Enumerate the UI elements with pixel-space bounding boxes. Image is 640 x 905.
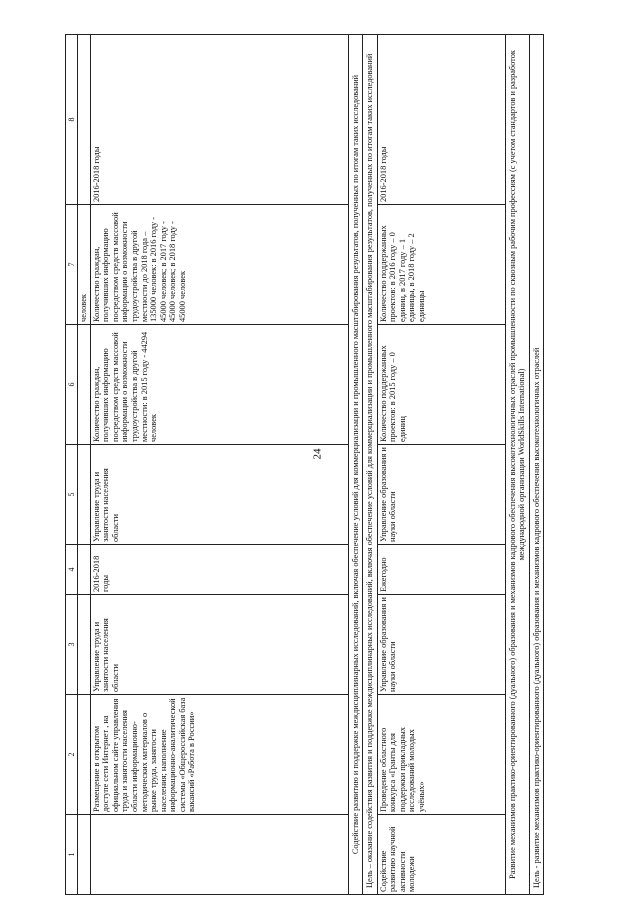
table-row: [377, 35, 505, 895]
row-b-col-1: Содействие развитию научной активности молодежи: [377, 815, 505, 895]
header-col-2: 2: [66, 695, 78, 815]
section-row: [505, 35, 529, 895]
header-col-1: 1: [66, 815, 78, 895]
row-b-col-6: Количество поддержанных проектов: в 2015 году – 0 единиц: [377, 325, 505, 445]
header-col-6: 6: [66, 325, 78, 445]
header-col-7: 7: [66, 205, 78, 325]
row-b-col-2: Проведение областного конкурса «Гранты для поддержки прикладных исследований молодых учёных»: [377, 695, 505, 815]
row-b-col-3: Управление образования и науки области: [377, 595, 505, 695]
section-heading-1: Содействие развитию и поддержке междисциплинарных исследований, включая обеспечение условий для коммерциализации и промышленного масштабирования результатов, полученных по итогам таких исследований: [348, 35, 362, 895]
goal-row: [363, 35, 377, 895]
header-col-3: 3: [66, 595, 78, 695]
header-col-4: 4: [66, 545, 78, 595]
row-b-col-5: Управление образования и науки области: [377, 445, 505, 545]
cont-col-2: [78, 695, 91, 815]
page-number: 24: [311, 448, 324, 460]
header-col-8: 8: [66, 35, 78, 205]
cont-col-6: [78, 325, 91, 445]
section-heading-2: Развитие механизмов практико-ориентированного (дуального) образования и механизмов кадрового обеспечения высокотехнологичных отраслей промышленности по сквозным рабочим профессиям (с учетом стандартов и разработок международной организации WorldSkills International): [505, 35, 529, 895]
row-a-col-3: Управление труда и занятости населения области: [90, 595, 348, 695]
table-row: [90, 35, 348, 895]
header-row: [66, 35, 78, 895]
goal-heading-1: Цель – оказание содействия развития и поддержке междисциплинарных исследований, включая обеспечение условий для коммерциализации и промышленного масштабирования результатов, полученных по итогам таких исследований: [363, 35, 377, 895]
goal-row: [529, 35, 543, 895]
row-a-col-2: Размещение в открытом доступе сети Интернет , на официальном сайте управления труда и занятости населения области информационно-методических материалов о рынке труда, занятости населения; наполнение информационно-аналитической системы «Общероссийская база вакансий «Работа в России»: [90, 695, 348, 815]
goal-heading-2: Цель - развитие механизмов практико-ориентированного (дуального) образования и механизмов кадрового обеспечения высокотехнологичных отраслей: [529, 35, 543, 895]
cont-col-5: [78, 445, 91, 545]
row-a-col-6: Количество граждан, получивших информацию посредством средств массовой информации о возможности трудоустройства в другой местности: в 2015 году - 44294 человек: [90, 325, 348, 445]
row-a-col-8: 2016-2018 годы: [90, 35, 348, 205]
program-table: [65, 34, 544, 895]
rotated-document-table: [65, 35, 605, 895]
cont-col-8: [78, 35, 91, 205]
cont-col-4: [78, 545, 91, 595]
cont-col-1: [78, 815, 91, 895]
row-a-col-7: Количество граждан, получивших информацию посредством средств массовой информации о возможности трудоустройства в другой местности до 2018 года – 135000 человек: в 2016 году - 45000 человек; в 2017 году - 45000 человек; в 2018 году - 45000 человек: [90, 205, 348, 325]
cont-col-3: [78, 595, 91, 695]
row-a-col-5: Управление труда и занятости населения области: [90, 445, 348, 545]
continuation-row: [78, 35, 91, 895]
row-b-col-7: Количество поддержанных проектов: в 2016 году – 0 единиц, в 2017 году – 1 единицы, в 2018 году – 2 единицы: [377, 205, 505, 325]
row-a-col-1: [90, 815, 348, 895]
section-row: [348, 35, 362, 895]
row-b-col-4: Ежегодно: [377, 545, 505, 595]
row-b-col-8: 2016-2018 годы: [377, 35, 505, 205]
row-a-col-4: 2016-2018 годы: [90, 545, 348, 595]
cont-col-7: человек: [78, 205, 91, 325]
header-col-5: 5: [66, 445, 78, 545]
